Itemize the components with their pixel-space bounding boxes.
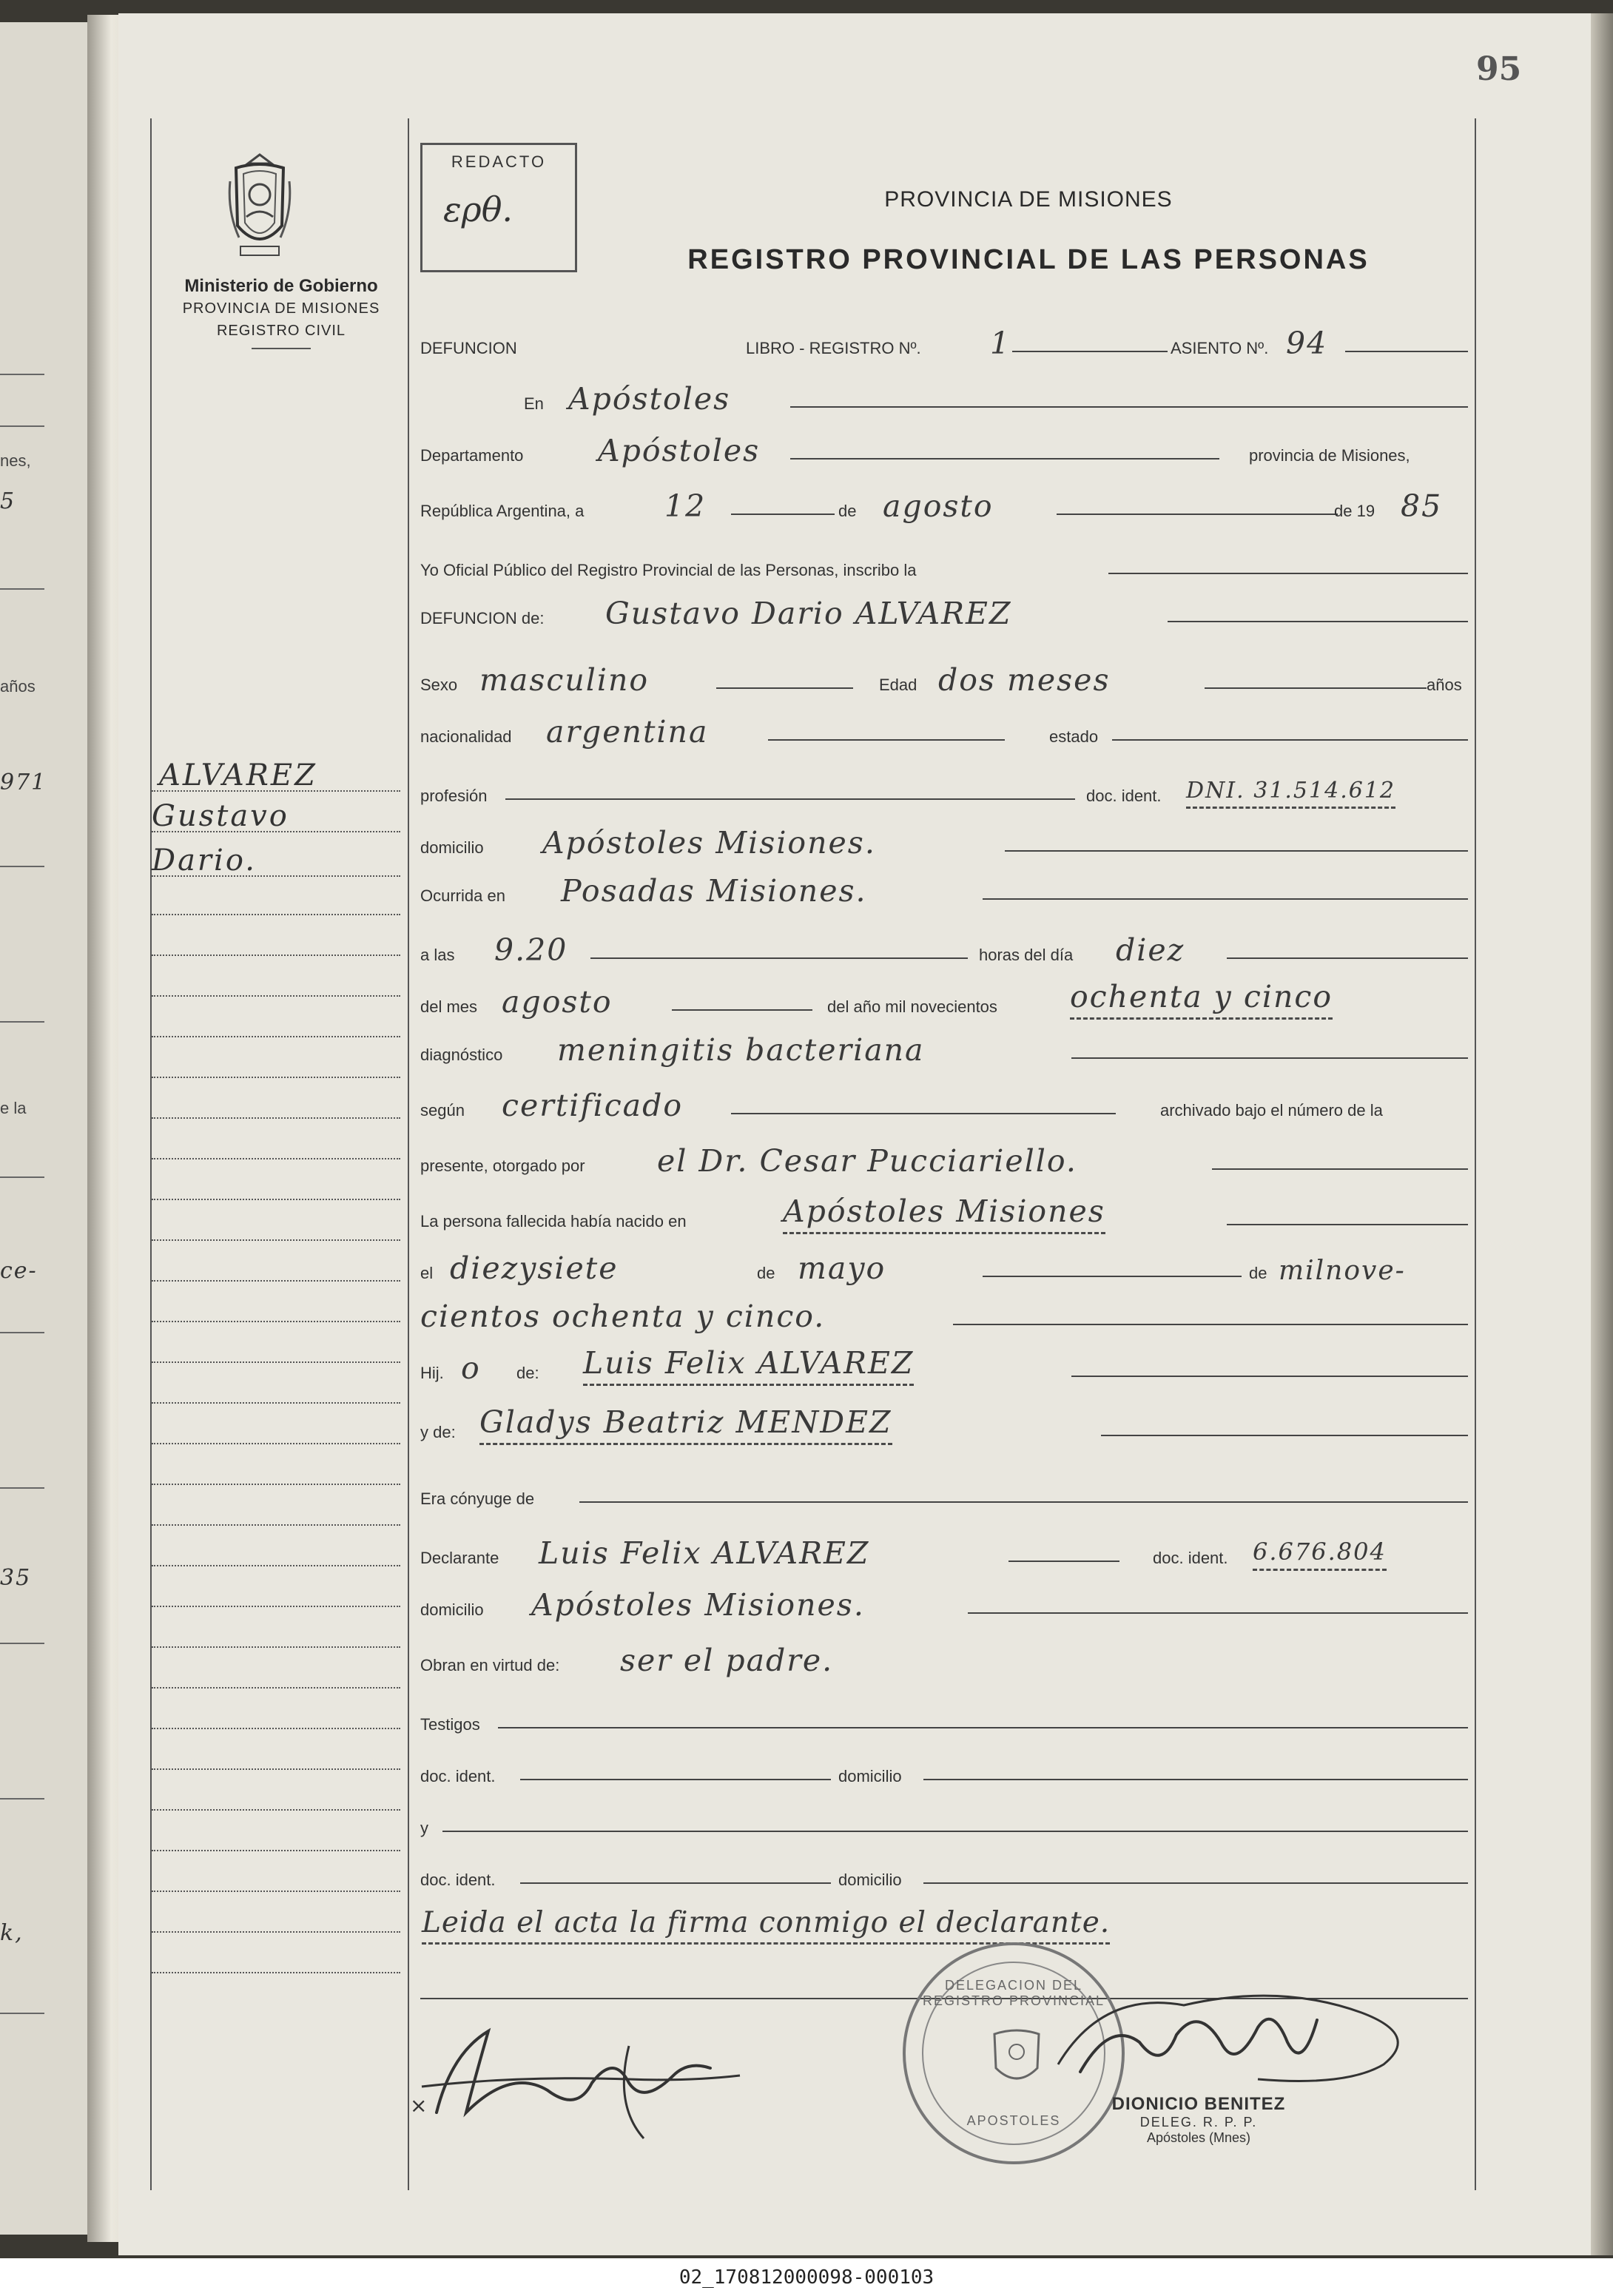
left-fragment-rule: [0, 1176, 44, 1178]
republica-label: República Argentina, a: [420, 502, 585, 520]
libro-value: 1: [990, 326, 1011, 361]
center-margin-line: [408, 118, 409, 2190]
row-closing: [420, 1902, 1468, 1946]
ocurrida-value: Posadas Misiones.: [561, 873, 867, 909]
row-testigo2: [420, 1850, 1468, 1894]
horas-label: horas del día: [979, 946, 1074, 964]
margin-rule: [152, 1117, 400, 1119]
left-fragment-rule: [0, 425, 44, 427]
margin-rule: [152, 1036, 400, 1037]
t1-dom-label: domicilio: [838, 1767, 902, 1785]
row-testigos: [420, 1694, 1468, 1739]
book-spine: [87, 15, 121, 2242]
margin-rule: [152, 1565, 400, 1566]
row-decl-domicilio: [420, 1580, 1468, 1624]
margin-rule: [152, 1972, 400, 1973]
row-fecha: [420, 481, 1468, 525]
redacto-box: [420, 143, 577, 272]
svg-text:×: ×: [410, 2093, 428, 2118]
y-de-value: Gladys Beatriz MENDEZ: [479, 1404, 892, 1445]
defuncion-de-line: [1168, 621, 1468, 622]
margin-rule: [152, 1402, 400, 1404]
nac-de2-label: de: [1249, 1264, 1267, 1282]
profesion-label: profesión: [420, 787, 488, 805]
dia-texto-value: diez: [1116, 932, 1185, 968]
segun-label: según: [420, 1101, 465, 1120]
testigos-line: [498, 1727, 1468, 1728]
row-sexo: [420, 655, 1468, 699]
diagnostico-value: meningitis bacteriana: [557, 1032, 925, 1068]
margin-rule: [152, 1239, 400, 1241]
asiento-label: ASIENTO Nº.: [1171, 339, 1269, 357]
margin-rule: [152, 831, 400, 832]
el-label: el: [420, 1264, 434, 1282]
left-fragment-handwriting: ce-: [0, 1258, 38, 1284]
a-las-value: 9.20: [494, 932, 568, 968]
margin-rule: [152, 1606, 400, 1607]
defuncion-label: DEFUNCION: [420, 339, 517, 357]
row-declarante: [420, 1528, 1468, 1572]
profesion-line: [505, 798, 1075, 800]
margin-rule: [152, 1484, 400, 1485]
anio-mil-label: del año mil novecientos: [827, 997, 997, 1016]
y-label: y: [420, 1819, 428, 1837]
nac-de-label: de: [757, 1264, 775, 1282]
row-libro: [420, 318, 1468, 363]
left-fragment-handwriting: k,: [0, 1920, 24, 1946]
left-page-fragment: [0, 22, 92, 2235]
decl-domicilio-label: domicilio: [420, 1600, 484, 1619]
segun-line: [731, 1113, 1116, 1114]
declarante-line: [1008, 1561, 1119, 1562]
margin-rule: [152, 1158, 400, 1159]
ministry-name: Ministerio de Gobierno: [184, 276, 378, 296]
margin-rule: [152, 1768, 400, 1770]
left-fragment-rule: [0, 866, 44, 867]
row-profesion: [420, 766, 1468, 810]
row-presente: [420, 1136, 1468, 1180]
domicilio-label: domicilio: [420, 838, 484, 857]
dia-value: 12: [664, 488, 707, 524]
t2-doc-line: [520, 1882, 831, 1884]
row-segun: [420, 1080, 1468, 1125]
domicilio-value: Apóstoles Misiones.: [542, 825, 876, 861]
nacionalidad-line: [768, 739, 1005, 741]
declarante-label: Declarante: [420, 1549, 499, 1567]
libro-label: LIBRO - REGISTRO Nº.: [746, 339, 921, 357]
margin-rule: [152, 1646, 400, 1648]
anio-value: 85: [1401, 488, 1443, 524]
left-fragment-rule: [0, 1487, 44, 1489]
de-label: de: [838, 502, 857, 520]
domicilio-line: [1005, 850, 1468, 852]
left-fragment-rule: [0, 374, 44, 375]
sexo-label: Sexo: [420, 676, 458, 694]
diagnostico-line: [1071, 1057, 1468, 1059]
presente-label: presente, otorgado por: [420, 1157, 585, 1175]
province-heading: PROVINCIA DE MISIONES: [884, 187, 1173, 212]
image-caption-bar: [0, 2258, 1613, 2296]
dia-texto-line: [1227, 957, 1468, 959]
ministry-header: [148, 275, 414, 349]
y-line: [442, 1831, 1468, 1832]
defuncion-de-value: Gustavo Dario ALVAREZ: [605, 596, 1012, 631]
left-fragment-text: años: [0, 677, 36, 696]
margin-rule: [152, 1850, 400, 1851]
folio-number: 95: [1476, 50, 1522, 88]
row-conyuge: [420, 1469, 1468, 1513]
en-value: Apóstoles: [568, 381, 731, 417]
right-margin-line: [1475, 118, 1476, 2190]
y-de-label: y de:: [420, 1423, 456, 1441]
row-nacimiento-fecha: [420, 1243, 1468, 1287]
coat-of-arms-icon: [226, 152, 294, 263]
testigos-label: Testigos: [420, 1715, 480, 1734]
libro-line: [1012, 351, 1168, 352]
left-margin-line: [150, 118, 152, 2190]
diagnostico-label: diagnóstico: [420, 1046, 503, 1064]
image-id-caption: 02_170812000098-000103: [678, 2266, 935, 2289]
left-fragment-handwriting: 35: [0, 1565, 32, 1591]
margin-given-name-2: Dario.: [152, 844, 257, 878]
obran-value: ser el padre.: [620, 1643, 834, 1678]
edad-label: Edad: [879, 676, 917, 694]
margin-rule: [152, 1524, 400, 1526]
left-fragment-rule: [0, 1021, 44, 1023]
t2-dom-line: [923, 1882, 1468, 1884]
t1-doc-label: doc. ident.: [420, 1767, 496, 1785]
row-en: [420, 374, 1468, 418]
ministry-registry: REGISTRO CIVIL: [216, 323, 346, 339]
margin-rule: [152, 1687, 400, 1689]
left-fragment-rule: [0, 2013, 44, 2014]
nac-mes-line: [983, 1276, 1242, 1277]
left-fragment-handwriting: 971: [0, 770, 47, 795]
del-mes-value: agosto: [502, 984, 613, 1020]
margin-rule: [152, 1931, 400, 1933]
row-del-mes: [420, 977, 1468, 1021]
margin-rule: [152, 1280, 400, 1282]
mes-line: [1057, 514, 1338, 515]
nacionalidad-label: nacionalidad: [420, 727, 512, 746]
margin-surname: ALVAREZ: [159, 758, 317, 792]
provincia-label: provincia de Misiones,: [1249, 446, 1410, 465]
left-fragment-text: nes,: [0, 451, 31, 470]
segun-value: certificado: [502, 1088, 684, 1123]
obran-label: Obran en virtud de:: [420, 1656, 560, 1674]
row-hijo: [420, 1343, 1468, 1387]
archivado-label: archivado bajo el número de la: [1160, 1101, 1383, 1120]
margin-rule: [152, 1321, 400, 1322]
page-edge: [1591, 13, 1613, 2255]
left-fragment-rule: [0, 1798, 44, 1800]
ministry-divider: [252, 348, 311, 349]
sexo-line: [716, 687, 853, 689]
row-nacimiento-anio: [420, 1291, 1468, 1336]
margin-rule: [152, 1891, 400, 1892]
left-fragment-rule: [0, 1332, 44, 1333]
row-oficial: [420, 540, 1468, 585]
sexo-value: masculino: [479, 662, 650, 698]
edad-value: dos meses: [938, 662, 1111, 698]
row-y: [420, 1798, 1468, 1842]
margin-given-name-1: Gustavo: [152, 799, 289, 833]
redacto-label: REDACTO: [451, 152, 547, 171]
margin-rule: [152, 1809, 400, 1811]
officer-title: DELEG. R. P. P.: [1139, 2115, 1258, 2130]
a-las-label: a las: [420, 946, 455, 964]
stamp-ring-bottom: APOSTOLES: [966, 2113, 1061, 2128]
defuncion-de-label: DEFUNCION de:: [420, 609, 545, 627]
asiento-line: [1345, 351, 1468, 352]
hijo-label: Hij.: [420, 1364, 444, 1382]
presente-value: el Dr. Cesar Pucciariello.: [657, 1143, 1077, 1179]
nac-dia-value: diezysiete: [450, 1250, 619, 1286]
redacto-initials: ερθ.: [443, 189, 513, 229]
estado-line: [1112, 739, 1468, 741]
presente-line: [1212, 1168, 1468, 1170]
decl-domicilio-value: Apóstoles Misiones.: [531, 1587, 865, 1623]
registry-heading: REGISTRO PROVINCIAL DE LAS PERSONAS: [687, 244, 1370, 275]
declarant-signature: [407, 2002, 747, 2142]
anios-label: años: [1427, 676, 1462, 694]
row-nacido: [420, 1191, 1468, 1236]
t2-doc-label: doc. ident.: [420, 1871, 496, 1889]
conyuge-label: Era cónyuge de: [420, 1489, 535, 1508]
del-mes-label: del mes: [420, 997, 478, 1016]
dia-line: [731, 514, 835, 515]
row-departamento: [420, 425, 1468, 470]
left-fragment-handwriting: 5: [0, 488, 16, 514]
del-mes-line: [672, 1009, 812, 1011]
margin-rule: [152, 1199, 400, 1200]
margin-rule: [152, 955, 400, 956]
row-domicilio: [420, 818, 1468, 862]
row-ocurrida: [420, 866, 1468, 910]
t1-dom-line: [923, 1779, 1468, 1780]
de-anio-label: de 19: [1334, 502, 1375, 520]
doc-ident-label: doc. ident.: [1086, 787, 1162, 805]
row-testigo1: [420, 1746, 1468, 1791]
departamento-label: Departamento: [420, 446, 524, 465]
row-defuncion-de: [420, 588, 1468, 633]
row-obran: [420, 1635, 1468, 1680]
ocurrida-line: [983, 898, 1468, 900]
margin-rule: [152, 995, 400, 997]
t1-doc-line: [520, 1779, 831, 1780]
left-fragment-rule: [0, 588, 44, 590]
doc-ident-value: DNI. 31.514.612: [1186, 778, 1395, 809]
nacido-label: La persona fallecida había nacido en: [420, 1212, 687, 1231]
hijo-line: [1071, 1376, 1468, 1377]
hijo-de-label: de:: [516, 1364, 539, 1382]
en-label: En: [524, 394, 544, 413]
officer-name: DIONICIO BENITEZ: [1111, 2094, 1286, 2114]
edad-line: [1205, 687, 1427, 689]
en-line: [790, 406, 1468, 408]
hijo-value: Luis Felix ALVAREZ: [583, 1345, 914, 1386]
conyuge-line: [579, 1501, 1468, 1503]
officer-signature: [1036, 1961, 1421, 2116]
declarante-value: Luis Felix ALVAREZ: [539, 1535, 870, 1571]
oficial-line: [1108, 573, 1468, 574]
closing-value: Leida el acta la firma conmigo el declarante.: [422, 1906, 1110, 1945]
row-nacionalidad: [420, 707, 1468, 751]
row-y-de: [420, 1402, 1468, 1447]
y-de-line: [1101, 1435, 1468, 1436]
margin-rule: [152, 1361, 400, 1363]
a-las-line: [590, 957, 968, 959]
margin-rule: [152, 875, 400, 877]
nac-anio-value-1: milnove-: [1279, 1256, 1406, 1286]
ocurrida-label: Ocurrida en: [420, 886, 505, 905]
mes-value: agosto: [883, 488, 994, 524]
margin-rule: [152, 790, 400, 792]
nacido-line: [1227, 1224, 1468, 1225]
asiento-value: 94: [1286, 326, 1328, 361]
estado-label: estado: [1049, 727, 1099, 746]
nacido-value: Apóstoles Misiones: [783, 1194, 1105, 1234]
left-fragment-rule: [0, 1643, 44, 1644]
declarante-doc-value: 6.676.804: [1253, 1538, 1387, 1571]
departamento-value: Apóstoles: [598, 433, 761, 468]
margin-rule: [152, 914, 400, 915]
t2-dom-label: domicilio: [838, 1871, 902, 1889]
anio-mil-value: ochenta y cinco: [1070, 979, 1333, 1020]
nac-anio-line: [953, 1324, 1468, 1325]
departamento-line: [790, 458, 1219, 459]
hijo-suffix: o: [461, 1350, 481, 1386]
nac-mes-value: mayo: [798, 1250, 886, 1286]
ministry-province: PROVINCIA DE MISIONES: [182, 300, 380, 317]
row-diagnostico: [420, 1025, 1468, 1069]
oficial-text: Yo Oficial Público del Registro Provincial de las Personas, inscribo la: [420, 561, 917, 579]
officer-stamp: [1088, 2094, 1310, 2146]
nac-anio-value-2: cientos ochenta y cinco.: [420, 1299, 826, 1334]
margin-rule: [152, 1443, 400, 1444]
row-hora: [420, 925, 1468, 969]
stamp-ring-top: DELEGACION DEL REGISTRO PROVINCIAL: [922, 1978, 1105, 2008]
declarante-doc-label: doc. ident.: [1153, 1549, 1228, 1567]
decl-domicilio-line: [968, 1612, 1468, 1614]
margin-rule: [152, 1077, 400, 1078]
nacionalidad-value: argentina: [546, 714, 709, 750]
margin-rule: [152, 1728, 400, 1729]
left-fragment-text: e la: [0, 1099, 27, 1117]
officer-place: Apóstoles (Mnes): [1146, 2130, 1251, 2145]
